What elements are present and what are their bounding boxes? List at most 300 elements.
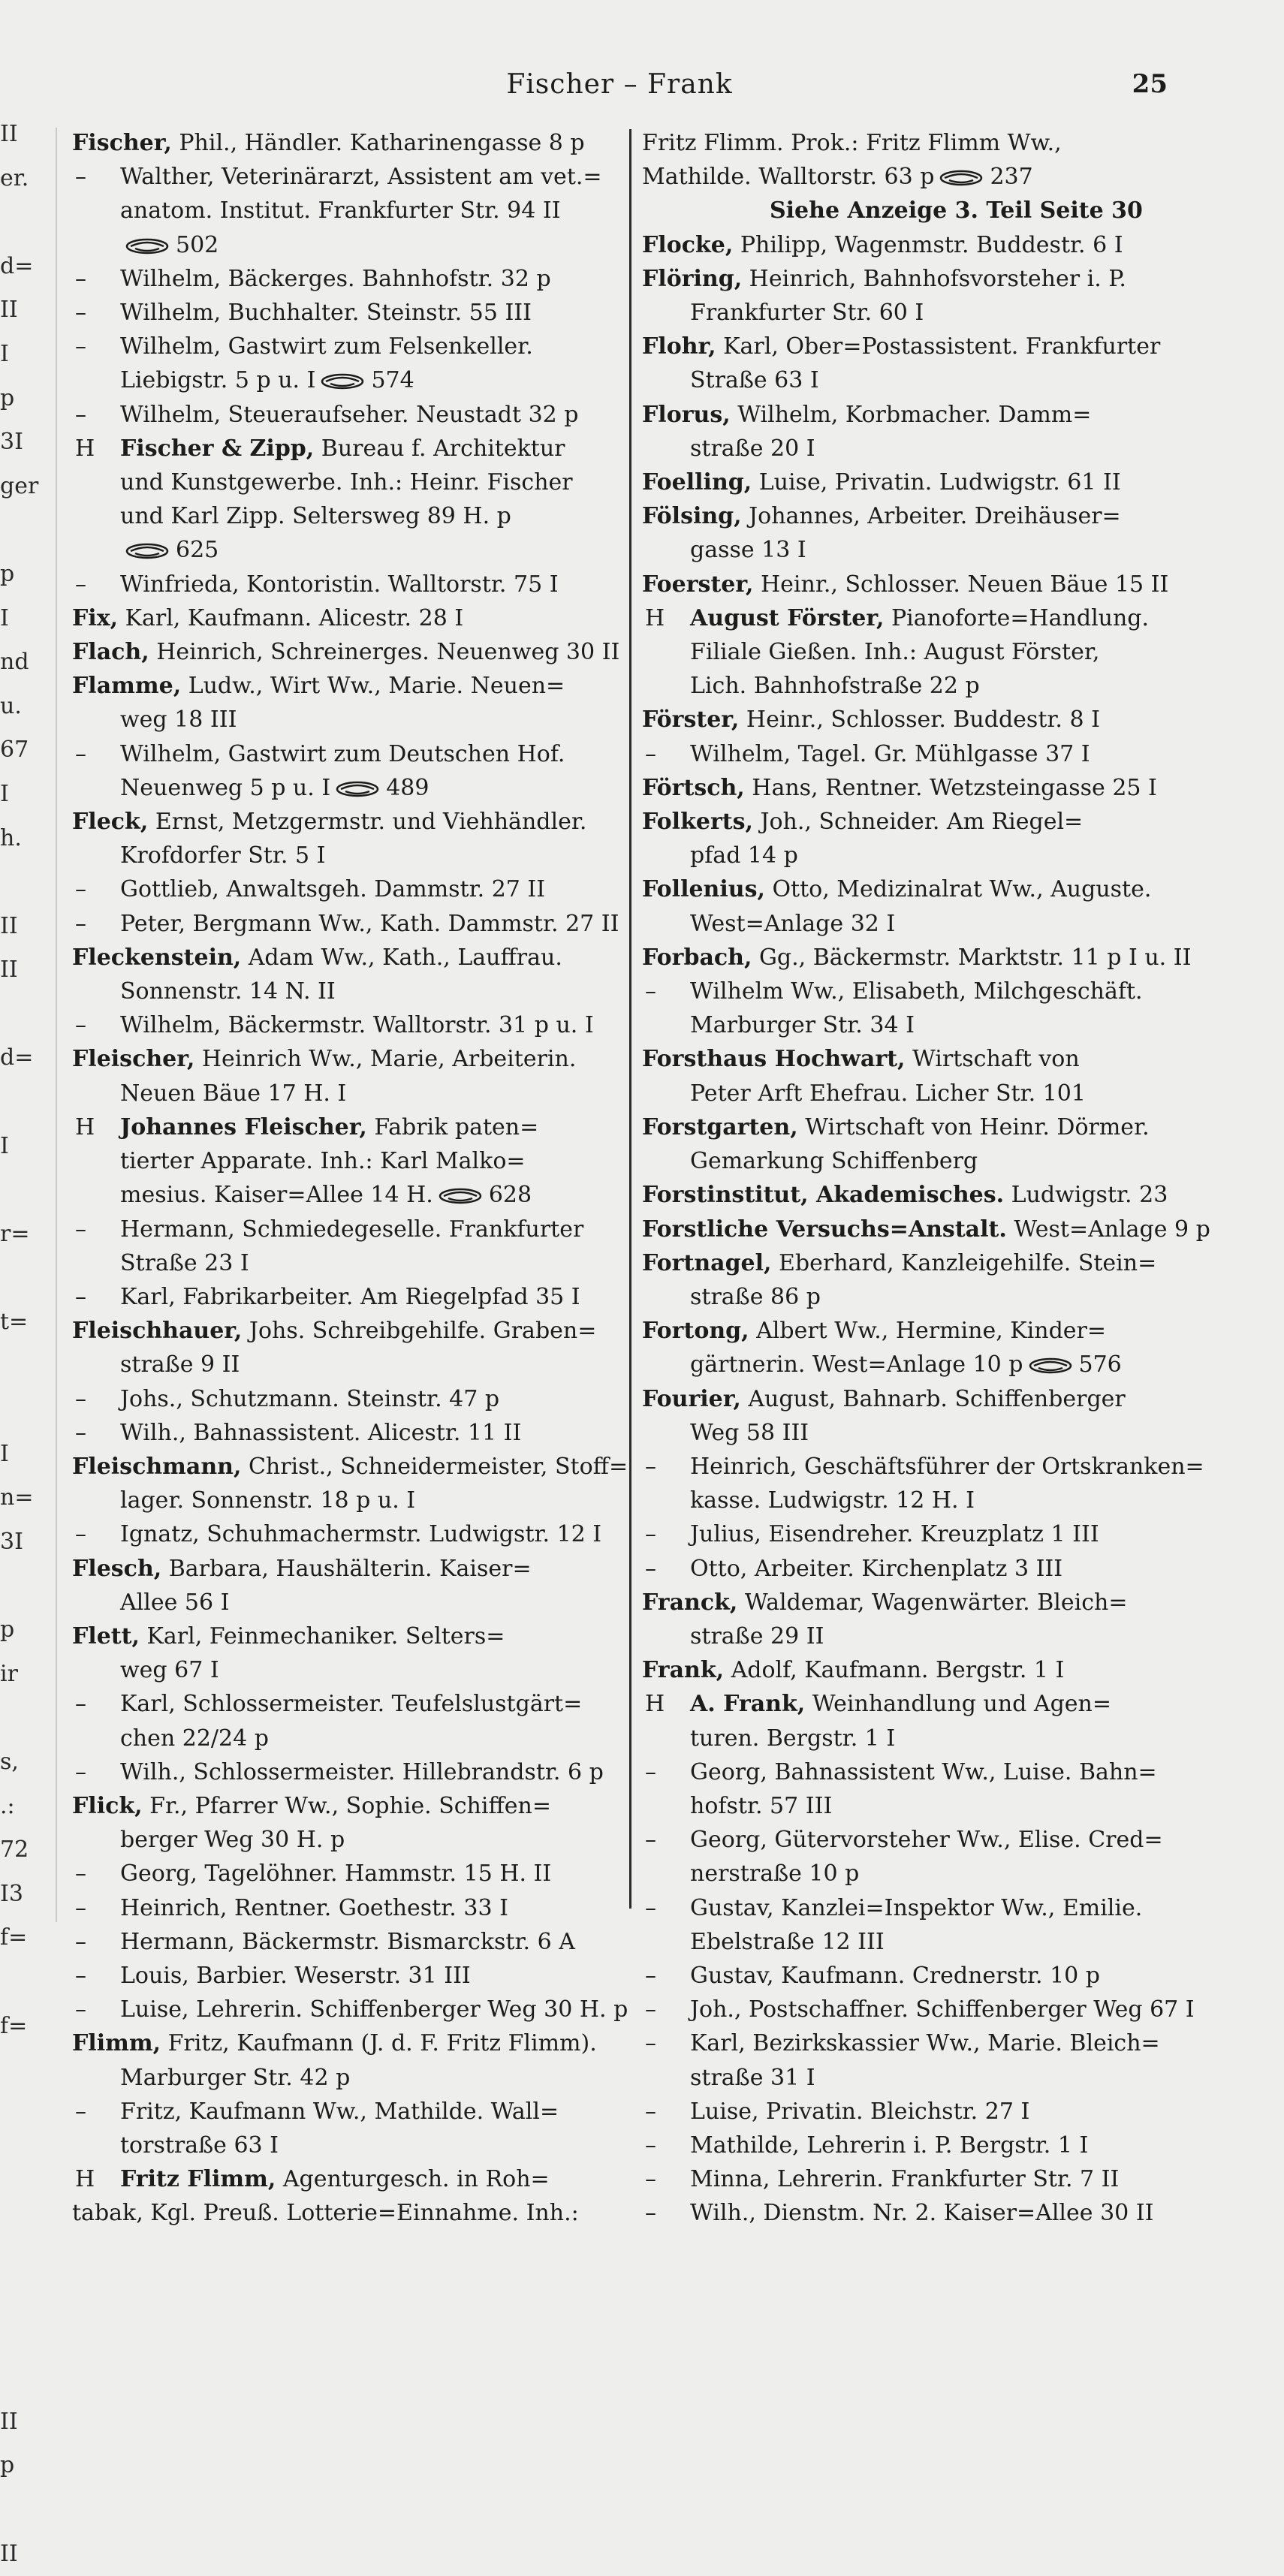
entry-name: A. Frank, [690,1691,806,1718]
margin-fragment [0,1080,35,1125]
margin-fragment: h. [0,824,22,851]
margin-fragment [0,508,35,553]
margin-fragment: 67 [0,737,29,764]
entry-text: Ludwigstr. 23 [1004,1182,1168,1209]
entry-name: Forstinstitut, Akademisches. [642,1182,1005,1209]
entry-name: August Förster, [690,604,885,631]
margin-fragment: p [0,1616,15,1644]
entry-text: Gg., Bäckermstr. Marktstr. 11 p I u. II [752,944,1192,971]
entry-text: Wilhelm, Buchhalter. Steinstr. 55 III [120,300,532,327]
entry-text: Georg, Gütervorsteher Ww., Elise. Cred= [690,1827,1163,1854]
entry-name: Franck, [642,1589,738,1616]
margin-fragment [0,2356,35,2400]
directory-entry [72,398,622,432]
entry-line [72,1077,622,1110]
margin-fragment: II [0,297,18,324]
entry-line [642,1382,1168,1416]
entry-text: Joh., Postschaffner. Schiffenberger Weg 67 I [690,1996,1195,2023]
entry-text: Otto, Arbeiter. Kirchenplatz 3 III [690,1555,1063,1582]
entry-name: Flesch, [72,1555,162,1582]
entry-line [72,941,622,975]
entry-text: Ignatz, Schuhmachermstr. Ludwigstr. 12 I [120,1521,602,1548]
entry-name: Förster, [642,707,740,734]
margin-fragment: f= [0,2012,28,2039]
directory-entry [72,2162,622,2230]
entry-text: anatom. Institut. Frankfurter Str. 94 II [120,197,561,224]
entry-text: Frankfurter Str. 60 I [690,300,924,327]
entry-line [72,635,622,669]
entry-text: Wilhelm, Gastwirt zum Deutschen Hof. [120,740,565,767]
entry-name: Flöring, [642,265,743,292]
entry-line [72,398,622,432]
entry-line [72,2162,622,2196]
directory-entry [642,2129,1168,2162]
entry-line [642,1484,1168,1517]
margin-fragment [0,2312,35,2357]
entry-text: Karl, Feinmechaniker. Selters= [139,1622,505,1650]
margin-fragment [0,1388,35,1433]
entry-line [72,465,622,499]
directory-entry [72,1280,622,1314]
entry-name: Fortong, [642,1318,749,1345]
margin-fragment: II [0,957,18,984]
entry-text: Karl, Kaufmann. Alicestr. 28 I [118,604,464,631]
entry-text: Wilhelm, Tagel. Gr. Mühlgasse 37 I [690,740,1090,767]
entry-line [72,228,622,262]
page-header [71,69,1168,107]
margin-fragment: II [0,2540,18,2567]
entry-text: Fabrik paten= [366,1113,539,1140]
entry-text: 625 [176,537,219,564]
entry-text: Peter, Bergmann Ww., Kath. Dammstr. 27 II [120,910,619,937]
margin-fragment: ir [0,1660,18,1687]
entry-name: Fourier, [642,1385,741,1412]
entry-name: Forstgarten, [642,1113,798,1140]
directory-entry [642,1653,1168,1687]
directory-entry [72,1687,622,1755]
entry-line [72,296,622,330]
entry-line [642,1925,1168,1959]
directory-entry [72,669,622,737]
entry-line [72,1653,622,1687]
margin-fragment: 3I [0,429,23,456]
margin-fragment [0,1345,35,1389]
directory-entry [72,805,622,872]
margin-fragment: d= [0,252,34,279]
entry-line [72,703,622,737]
entry-text: Wilhelm, Korbmacher. Damm= [730,401,1092,428]
entry-line [72,499,622,533]
directory-entry [72,1925,622,1959]
entry-line [642,1008,1168,1042]
entry-text: Filiale Gießen. Inh.: August Förster, [690,639,1100,666]
entry-line [72,1925,622,1959]
entry-line [72,1552,622,1586]
directory-entry [642,1755,1168,1823]
directory-entry [72,1517,622,1551]
directory-entry [72,1382,622,1416]
entry-name: Fleischmann, [72,1453,242,1480]
entry-name: Flamme, [72,673,182,700]
entry-text: Wirtschaft von Heinr. Dörmer. [797,1113,1150,1140]
entry-line [642,2095,1168,2129]
entry-line [642,126,1168,160]
directory-entry [642,2026,1168,2094]
entry-text: West=Anlage 32 I [690,910,896,937]
entry-text: Straße 23 I [120,1249,249,1276]
margin-fragment [0,2092,35,2137]
entry-text: Wilh., Schlossermeister. Hillebrandstr. 6 p [120,1758,604,1785]
entry-text: Liebigstr. 5 p u. I [120,367,316,394]
entry-line [642,1314,1168,1348]
directory-entry [642,262,1168,330]
entry-line [72,1008,622,1042]
entry-text: Peter Arft Ehefrau. Licher Str. 101 [690,1080,1086,1107]
directory-entry [72,160,622,262]
entry-text: Fritz, Kaufmann Ww., Mathilde. Wall= [120,2098,559,2125]
telephone-icon [125,238,170,255]
right-column [642,126,1210,2231]
directory-entry [642,1110,1168,1178]
entry-line [72,1382,622,1416]
entry-text: Louis, Barbier. Weserstr. 31 III [120,1962,471,1989]
entry-text: Heinrich, Bahnhofsvorsteher i. P. [742,265,1126,292]
entry-line [642,1110,1168,1144]
entry-line [72,1755,622,1789]
margin-fragment: s, [0,1748,19,1775]
entry-text: Fritz Flimm. Prok.: Fritz Flimm Ww., [642,130,1062,156]
entry-line [72,1517,622,1551]
directory-entry [642,2095,1168,2129]
entry-text: Gustav, Kaufmann. Crednerstr. 10 p [690,1962,1101,1989]
entry-line [642,1144,1168,1178]
margin-fragment: d= [0,1044,34,1071]
margin-fragment: p [0,560,15,587]
telephone-icon [939,170,984,186]
entry-line [642,771,1168,805]
directory-entry [642,1687,1168,1755]
entry-line [642,262,1168,296]
entry-text: Bureau f. Architektur [314,435,565,462]
entry-name: Flach, [72,639,149,666]
entry-text: Wilhelm, Bäckermstr. Walltorstr. 31 p u. I [120,1012,594,1039]
entry-text: Phil., Händler. Katharinengasse 8 p [171,130,585,156]
entry-line [72,363,622,397]
directory-entry [642,601,1168,704]
margin-fragment [0,1565,35,1609]
entry-text: tierter Apparate. Inh.: Karl Malko= [120,1148,526,1175]
margin-fragment [0,2048,35,2092]
directory-entry [642,872,1168,940]
directory-entry [642,568,1168,601]
directory-entry [72,1314,622,1381]
margin-fragment [0,860,35,905]
margin-fragment: p [0,2452,15,2479]
entry-line [72,1213,622,1246]
directory-entry [642,1959,1168,1993]
entry-line [72,2196,622,2230]
entry-line [72,2095,622,2129]
entry-line [72,1280,622,1314]
entry-line [72,771,622,805]
entry-line [72,1178,622,1212]
entry-text: chen 22/24 p [120,1725,269,1752]
telephone-icon [335,781,380,797]
entry-text: und Kunstgewerbe. Inh.: Heinr. Fischer [120,469,573,496]
entry-text: Johannes, Arbeiter. Dreihäuser= [741,503,1121,530]
entry-text: Agenturgesch. in Roh= [276,2166,550,2193]
entry-text: Philipp, Wagenmstr. Buddestr. 6 I [733,231,1123,258]
entry-text: Siehe Anzeige 3. Teil Seite 30 [770,197,1143,224]
directory-entry [642,1178,1168,1212]
entry-text: Luise, Privatin. Ludwigstr. 61 II [752,469,1121,496]
entry-name: Folkerts, [642,809,753,836]
directory-entry [642,499,1168,567]
entry-text: Lich. Bahnhofstraße 22 p [690,673,980,700]
entry-text: straße 31 I [690,2064,815,2091]
left-column [72,126,628,2231]
entry-text: Mathilde, Lehrerin i. P. Bergstr. 1 I [690,2132,1089,2159]
margin-fragment: I3 [0,1880,23,1907]
margin-fragment: t= [0,1309,29,1336]
entry-line [642,601,1168,635]
page-fold-shadow [56,128,57,1922]
telephone-number: 576 [1078,1351,1122,1378]
entry-text: Fr., Pfarrer Ww., Sophie. Schiffen= [142,1792,552,1819]
directory-entry [72,635,622,669]
directory-entry [642,1823,1168,1891]
entry-name: Förtsch, [642,774,745,801]
entry-text: Hermann, Bäckermstr. Bismarckstr. 6 A [120,1928,575,1955]
directory-entry [72,1008,622,1042]
directory-entry [642,1213,1210,1246]
entry-name: Fix, [72,604,119,631]
entry-line [642,1213,1210,1246]
margin-fragment: I [0,780,9,807]
entry-line [72,907,622,941]
entry-text: nerstraße 10 p [690,1860,860,1888]
directory-entry [642,805,1168,872]
entry-line [642,1586,1168,1619]
entry-text: West=Anlage 9 p [1006,1216,1210,1243]
entry-text: Georg, Tagelöhner. Hammstr. 15 H. II [120,1860,552,1888]
entry-name: Fleckenstein, [72,944,242,971]
entry-line [72,1314,622,1348]
margin-fragment: I [0,1132,9,1159]
entry-text: Heinrich, Geschäftsführer der Ortskranken= [690,1453,1204,1480]
adjacent-page-margin [0,113,39,2576]
entry-line [642,1687,1168,1721]
entry-line [72,1144,622,1178]
entry-line [642,2196,1168,2230]
entry-line [642,330,1168,363]
entry-line [642,1823,1168,1857]
entry-text: Ludw., Wirt Ww., Marie. Neuen= [181,673,565,700]
margin-fragment [0,1696,35,1740]
directory-entry [72,872,622,906]
entry-text: Karl, Fabrikarbeiter. Am Riegelpfad 35 I [120,1283,580,1310]
directory-entry [72,330,622,397]
entry-line [72,805,622,839]
entry-text: Weg 58 III [690,1419,809,1446]
directory-entry [642,1382,1168,1450]
entry-text: Wilhelm, Gastwirt zum Felsenkeller. [120,333,533,360]
entry-name: Fleischhauer, [72,1318,243,1345]
entry-line [642,465,1168,499]
entry-line [72,568,622,601]
telephone-icon [438,1188,483,1204]
directory-entry [642,398,1168,465]
directory-entry [72,1857,622,1891]
entry-text: Krofdorfer Str. 5 I [120,842,326,869]
entry-line [72,533,622,567]
entry-text: turen. Bergstr. 1 I [690,1725,896,1752]
directory-entry [642,1246,1168,1314]
entry-name: Flick, [72,1792,143,1819]
entry-line [642,669,1168,703]
margin-fragment: I [0,604,9,631]
page-number: 25 [1132,69,1168,99]
entry-text: Luise, Lehrerin. Schiffenberger Weg 30 H. p [120,1996,628,2023]
margin-fragment [0,2225,35,2269]
entry-line [642,2061,1168,2095]
directory-entry [642,2162,1168,2196]
entry-text: Weinhandlung und Agen= [805,1691,1112,1718]
margin-fragment: 3I [0,1529,23,1555]
entry-text: hofstr. 57 III [690,1792,833,1819]
directory-entry [642,330,1168,397]
entry-line [642,2129,1168,2162]
entry-text: weg 67 I [120,1657,219,1684]
entry-line [642,1722,1168,1755]
directory-entry [72,1110,622,1213]
entry-line [72,1416,622,1450]
directory-entry [72,2095,622,2162]
entry-line [72,1246,622,1280]
entry-text: Neuenweg 5 p u. I [120,774,331,801]
entry-line [72,1959,622,1993]
entry-line [642,499,1168,533]
margin-fragment [0,2268,35,2312]
entry-text: Heinrich, Rentner. Goethestr. 33 I [120,1894,508,1921]
entry-line [642,1416,1168,1450]
entry-line [72,839,622,872]
directory-entry [72,1959,622,1993]
entry-line [72,1891,622,1925]
entry-line [642,363,1168,397]
entry-line [642,533,1168,567]
directory-entry [72,1416,622,1450]
entry-line [72,262,622,296]
directory-entry [72,1042,622,1110]
margin-fragment: p [0,384,15,411]
margin-fragment [0,2488,35,2532]
telephone-icon [320,373,365,390]
entry-line [642,296,1168,330]
entry-line [72,1450,628,1484]
margin-fragment: II [0,2408,18,2435]
margin-fragment: ger [0,472,39,499]
margin-fragment [0,1960,35,2005]
entry-line [642,1755,1168,1789]
entry-text: Karl, Ober=Postassistent. Frankfurter [716,333,1161,360]
entry-text: Allee 56 I [120,1589,230,1616]
directory-entry [642,126,1168,228]
entry-text: gasse 13 I [690,537,806,564]
entry-line [72,1042,622,1076]
directory-entry [642,771,1168,805]
entry-line [642,1280,1168,1314]
entry-text: Heinrich Ww., Marie, Arbeiterin. [194,1046,577,1073]
entry-line [72,1857,622,1891]
entry-text: Wilhelm Ww., Elisabeth, Milchgeschäft. [690,978,1143,1005]
entry-line [642,1178,1168,1212]
margin-fragment: r= [0,1220,30,1247]
entry-line [642,805,1168,839]
entry-line [642,1789,1168,1823]
entry-name: Flocke, [642,231,734,258]
entry-name: Forsthaus Hochwart, [642,1046,906,1073]
entry-line [72,432,622,465]
entry-line [72,1993,628,2026]
entry-text: Heinr., Schlosser. Neuen Bäue 15 II [753,571,1169,598]
directory-entry [72,1619,622,1687]
entry-text: Fritz, Kaufmann (J. d. F. Fritz Flimm). [161,2030,597,2057]
margin-fragment [0,1168,35,1213]
entry-text: Karl, Bezirkskassier Ww., Marie. Bleich= [690,2030,1160,2057]
entry-line [72,975,622,1008]
telephone-icon [125,543,170,559]
directory-entry [72,907,622,941]
directory-entry [642,1993,1195,2026]
entry-line [642,432,1168,465]
entry-line [72,1484,622,1517]
entry-line [642,1077,1168,1110]
entry-text: Hans, Rentner. Wetzsteingasse 25 I [744,774,1157,801]
entry-text: weg 18 III [120,707,237,734]
entry-text: Gottlieb, Anwaltsgeh. Dammstr. 27 II [120,876,546,903]
entry-line [642,907,1168,941]
entry-text: August, Bahnarb. Schiffenberger [740,1385,1126,1412]
entry-text: Barbara, Haushälterin. Kaiser= [161,1555,532,1582]
entry-line [72,669,622,703]
entry-text: Wilh., Dienstm. Nr. 2. Kaiser=Allee 30 II [690,2200,1154,2227]
entry-text: Adam Ww., Kath., Lauffrau. [241,944,562,971]
entry-text: Joh., Schneider. Am Riegel= [752,809,1084,836]
margin-fragment: 72 [0,1836,29,1863]
entry-name: Forbach, [642,944,752,971]
margin-fragment: I [0,340,9,367]
margin-fragment [0,2136,35,2180]
directory-entry [72,2026,622,2094]
entry-line [642,1993,1195,2026]
entry-line [72,160,622,194]
entry-line [642,2026,1168,2060]
entry-text: Gemarkung Schiffenberg [690,1148,978,1175]
margin-fragment: .: [0,1792,15,1819]
entry-text: straße 29 II [690,1622,824,1650]
entry-name: Fleischer, [72,1046,195,1073]
entry-text: Hermann, Schmiedegeselle. Frankfurter [120,1216,584,1243]
directory-entry [642,1552,1168,1586]
directory-entry [72,1450,628,1517]
margin-fragment: II [0,121,18,147]
entry-line [72,1722,622,1755]
entry-line [642,941,1192,975]
telephone-icon [1028,1357,1073,1374]
directory-entry [72,126,622,160]
entry-text: berger Weg 30 H. p [120,1827,345,1854]
